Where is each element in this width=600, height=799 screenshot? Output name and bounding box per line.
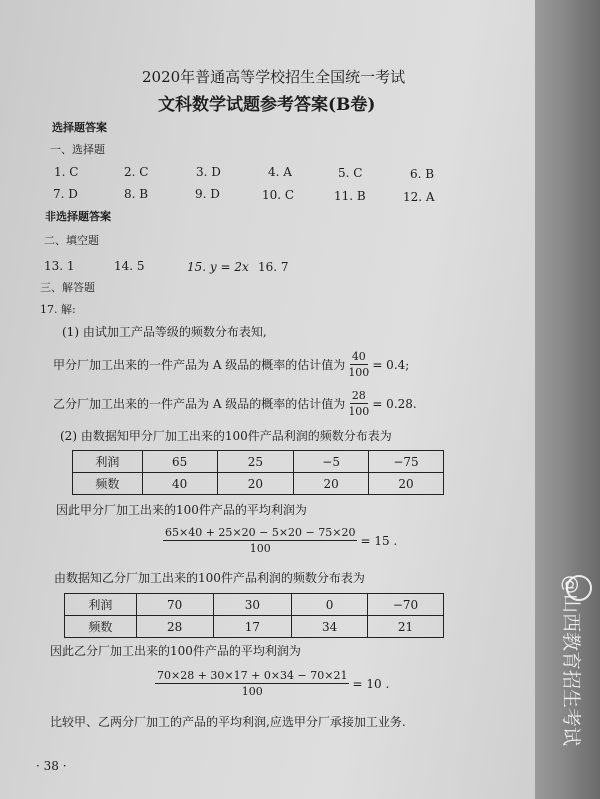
table-cell: 65 — [142, 451, 217, 473]
table-cell: 20 — [369, 473, 444, 495]
answer-item: 6. B — [410, 167, 435, 181]
table-cell: 28 — [136, 616, 213, 638]
answer-item: 11. B — [334, 189, 366, 203]
table-cell: 25 — [217, 451, 294, 473]
jia-average-fraction — [163, 526, 357, 555]
table-row — [73, 451, 444, 473]
table-cell: 利润 — [65, 594, 137, 616]
table-cell: 0 — [292, 594, 368, 616]
jia-probability-result: = 0.4; — [372, 357, 410, 372]
choice-subsection-heading: 一、选择题 — [50, 143, 105, 156]
fraction-denominator: 100 — [348, 405, 370, 418]
table-cell: 21 — [368, 616, 444, 638]
fraction-numerator: 70×28 + 30×17 + 0×34 − 70×21 — [157, 669, 348, 682]
answer-item: 5. C — [338, 166, 363, 180]
yi-probability-line — [53, 389, 417, 418]
fill-answer: 16. 7 — [258, 260, 289, 274]
fraction-denominator: 100 — [249, 542, 271, 555]
table-cell: 频数 — [73, 473, 143, 495]
yi-probability-text: 乙分厂加工出来的一件产品为 A 级品的概率的估计值为 — [53, 397, 346, 411]
yi-average-text: 因此乙分厂加工出来的100件产品的平均利润为 — [50, 644, 301, 658]
yi-average-fraction — [155, 669, 349, 698]
table-cell: −5 — [294, 451, 369, 473]
jia-probability-text: 甲分厂加工出来的一件产品为 A 级品的概率的估计值为 — [53, 358, 346, 372]
table-cell: −75 — [369, 451, 444, 473]
table-cell: 20 — [217, 473, 294, 495]
yi-probability-result: = 0.28. — [372, 396, 417, 411]
table-cell: 70 — [136, 594, 213, 616]
conclusion-text: 比较甲、乙两分厂加工的产品的平均利润,应选甲分厂承接加工业务. — [50, 715, 406, 729]
page-number: · 38 · — [36, 759, 67, 773]
fraction-numerator: 28 — [351, 389, 366, 402]
solve-heading: 三、解答题 — [40, 281, 95, 294]
yi-probability-fraction — [348, 389, 369, 418]
fill-answer: 15. y = 2x — [187, 260, 249, 274]
answer-item: 9. D — [195, 187, 220, 201]
yi-profit-table — [64, 593, 444, 638]
watermark-text: @山西教育招生考试 — [560, 575, 582, 747]
answer-item: 2. C — [124, 165, 149, 179]
answer-item: 1. C — [54, 165, 79, 179]
answer-item: 3. D — [196, 165, 221, 179]
table-cell: 17 — [213, 616, 292, 638]
table-row — [65, 594, 444, 616]
fill-heading: 二、填空题 — [44, 234, 99, 247]
table-row — [65, 616, 444, 638]
table-cell: −70 — [368, 594, 444, 616]
fill-answer: 13. 1 — [44, 259, 75, 273]
table-cell: 利润 — [73, 451, 143, 473]
question-17-label: 17. 解: — [40, 303, 76, 316]
answer-key-title: 文科数学试题参考答案(B卷) — [158, 95, 376, 115]
choice-section-heading: 选择题答案 — [52, 121, 107, 134]
table-cell: 30 — [213, 594, 292, 616]
answer-item: 10. C — [262, 188, 295, 202]
table-cell: 频数 — [65, 616, 137, 638]
yi-table-intro: 由数据知乙分厂加工出来的100件产品利润的频数分布表为 — [54, 571, 365, 585]
table-cell: 40 — [142, 473, 217, 495]
jia-probability-fraction — [348, 350, 369, 379]
exam-title: 2020年普通高等学校招生全国统一考试 — [142, 68, 406, 86]
jia-profit-table — [72, 450, 444, 495]
answer-item: 8. B — [124, 187, 149, 201]
jia-average-result: = 15 . — [360, 533, 398, 548]
yi-average-formula — [152, 669, 389, 698]
fraction-denominator: 100 — [348, 366, 370, 379]
answer-item: 12. A — [403, 190, 435, 204]
part1-intro: (1) 由试加工产品等级的频数分布表知, — [62, 325, 267, 339]
yi-average-result: = 10 . — [352, 676, 390, 691]
table-cell: 20 — [294, 473, 369, 495]
jia-probability-line — [53, 350, 409, 379]
fill-answer: 14. 5 — [114, 259, 145, 273]
fraction-numerator: 65×40 + 25×20 − 5×20 − 75×20 — [165, 526, 356, 539]
table-row — [73, 473, 444, 495]
part2-intro: (2) 由数据知甲分厂加工出来的100件产品利润的频数分布表为 — [60, 429, 392, 443]
jia-average-formula — [160, 526, 397, 555]
jia-average-text: 因此甲分厂加工出来的100件产品的平均利润为 — [56, 503, 307, 517]
nonchoice-section-heading: 非选择题答案 — [45, 210, 111, 223]
answer-item: 4. A — [268, 165, 292, 179]
table-cell: 34 — [292, 616, 368, 638]
fraction-denominator: 100 — [241, 685, 263, 698]
answer-item: 7. D — [53, 187, 78, 201]
fraction-numerator: 40 — [351, 350, 366, 363]
